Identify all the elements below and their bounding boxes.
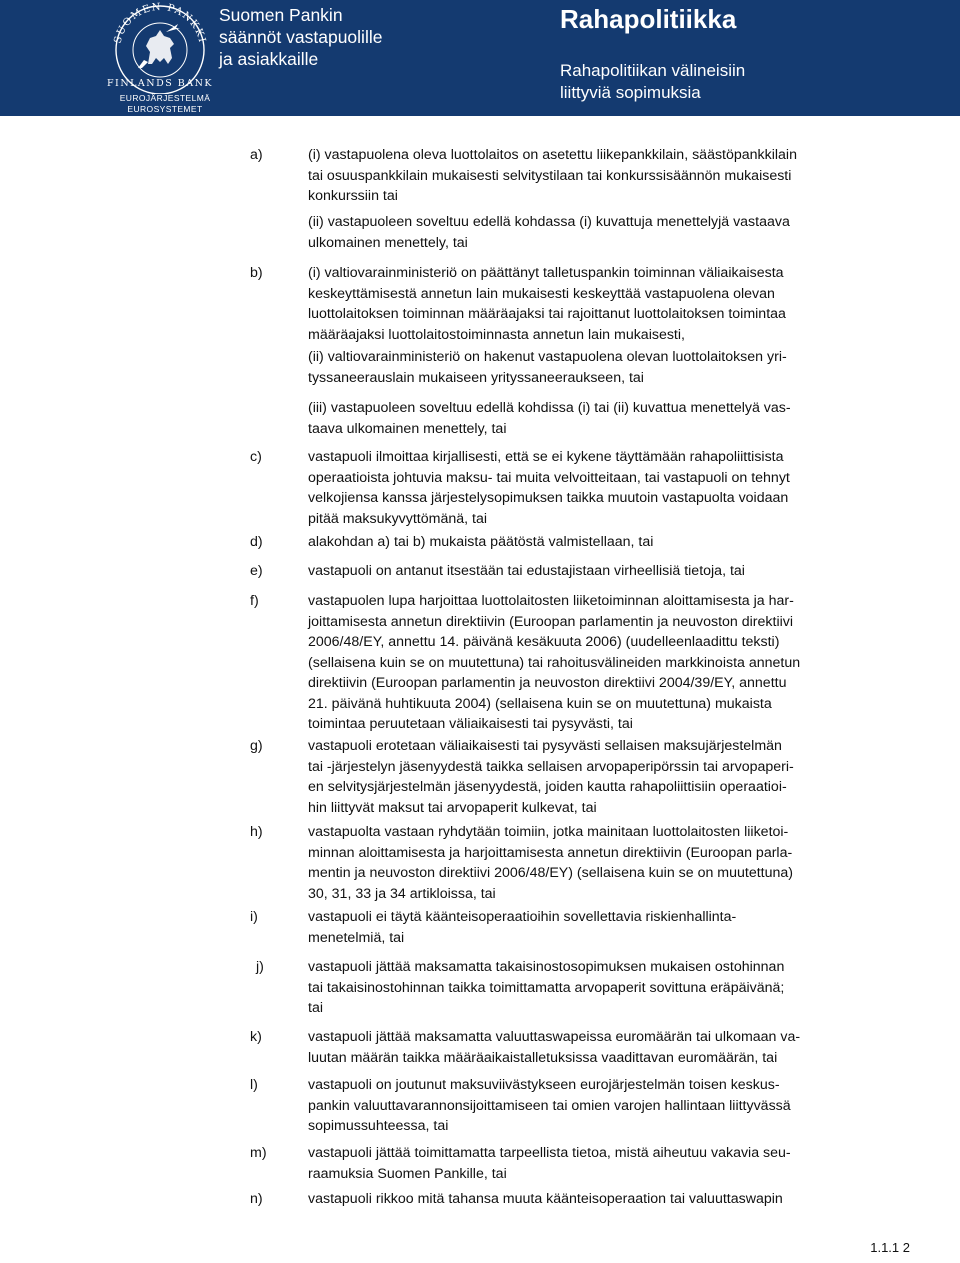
item-text-line: menetelmiä, tai bbox=[308, 929, 405, 946]
item-text bbox=[308, 532, 870, 553]
item-text-line: luottolaitoksen toiminnan määräajaksi tai rajoittanut luottolaitoksen toimintaa bbox=[308, 306, 786, 322]
item-text-line: vastapuoli ei täytä käänteisoperaatioihin sovellettavia riskienhallinta- bbox=[308, 909, 737, 925]
item-text-line: vastapuoli jättää toimittamatta tarpeellista tietoa, mistä aiheutuu vakavia seu- bbox=[308, 1145, 791, 1161]
item-text-line: 2006/48/EY, annettu 14. päivänä kesäkuuta 2006) (uudelleenlaadittu teksti) bbox=[308, 634, 780, 650]
item-text-line: tai bbox=[308, 1000, 323, 1016]
item-text-line: raamuksia Suomen Pankille, tai bbox=[308, 1165, 507, 1182]
eurosystem-line-1: EUROJÄRJESTELMÄ bbox=[119, 93, 211, 103]
item-text-line: 21. päivänä huhtikuuta 2004) (sellaisena kuin se on muutettuna) mukaista bbox=[308, 695, 772, 712]
item-text-line: (sellaisena kuin se on muutettuna) tai rahoitusvälineiden markkinoista annetun bbox=[308, 654, 801, 671]
item-text bbox=[308, 822, 870, 904]
item-text-line: vastapuolta vastaan ryhdytään toimiin, jotka mainitaan luottolaitosten liiketoi- bbox=[308, 824, 789, 840]
item-text bbox=[308, 591, 870, 735]
item-label: k) bbox=[250, 1029, 262, 1045]
item-text-line: 30, 31, 33 ja 34 artikloissa, tai bbox=[308, 885, 496, 902]
seal-text-bottom: FINLANDS BANK bbox=[106, 78, 214, 89]
item-text bbox=[308, 447, 870, 529]
bank-rules-line: säännöt vastapuolille bbox=[219, 27, 383, 47]
section-title: Rahapolitiikka bbox=[560, 4, 737, 34]
item-text-line: minnan aloittamisesta ja harjoittamisesta annetun direktiivin (Euroopan parla- bbox=[308, 844, 793, 861]
item-text bbox=[308, 347, 870, 388]
item-text-line: ulkomainen menettely, tai bbox=[308, 234, 468, 251]
item-text-line: vastapuolen lupa harjoittaa luottolaitosten liiketoiminnan aloittamisesta ja har- bbox=[308, 593, 794, 609]
item-text-line: direktiivin (Euroopan parlamentin ja neuvoston direktiivi 2004/39/EY, annettu bbox=[308, 675, 787, 691]
item-text-line: (i) vastapuolena oleva luottolaitos on asetettu liikepankkilain, säästöpankkilain bbox=[308, 147, 797, 163]
page-header bbox=[0, 0, 960, 116]
item-text bbox=[308, 1143, 870, 1184]
section-subtitle-line: Rahapolitiikan välineisiin bbox=[560, 61, 746, 80]
item-text-line: määräajaksi luottolaitostoiminnasta annetun lain mukaisesti, bbox=[308, 326, 685, 343]
item-label: f) bbox=[250, 593, 259, 609]
item-text bbox=[308, 398, 870, 439]
item-text-line: vastapuoli on antanut itsestään tai edustajistaan virheellisiä tietoja, tai bbox=[308, 563, 745, 579]
item-text-line: vastapuoli erotetaan väliaikaisesti tai pysyvästi sellaisen maksujärjestelmän bbox=[308, 738, 782, 754]
item-label: h) bbox=[250, 824, 263, 840]
item-label: l) bbox=[250, 1077, 258, 1093]
item-text bbox=[308, 1075, 870, 1137]
item-text-line: vastapuoli rikkoo mitä tahansa muuta käänteisoperaation tai valuuttaswapin bbox=[308, 1191, 783, 1207]
item-text-line: vastapuoli ilmoittaa kirjallisesti, että se ei kykene täyttämään rahapoliittisista bbox=[308, 449, 784, 465]
item-text-line: vastapuoli on joutunut maksuviivästykseen eurojärjestelmän toisen keskus- bbox=[308, 1077, 780, 1093]
item-text-line: velkojiensa kanssa järjestelysopimuksen taikka muutoin vastapuolta voidaan bbox=[308, 490, 789, 506]
item-text-line: mentin ja neuvoston direktiivi 2006/48/EY) (sellaisena kuin se on muutettuna) bbox=[308, 865, 794, 881]
item-label: c) bbox=[250, 449, 262, 465]
item-text bbox=[308, 957, 870, 1019]
item-label: i) bbox=[250, 909, 258, 925]
item-text-line: tai -järjestelyn jäsenyydestä taikka sellaisen arvopaperipörssin tai arvopaperi- bbox=[308, 758, 794, 775]
item-text-line: pitää maksukyvyttömänä, tai bbox=[308, 510, 487, 527]
item-label: d) bbox=[250, 534, 263, 550]
item-text-line: tai takaisinostohinnan taikka toimittamatta arvopaperit sovittuna eräpäivänä; bbox=[308, 979, 785, 996]
item-text-line: alakohdan a) tai b) mukaista päätöstä valmistellaan, tai bbox=[308, 534, 654, 550]
section-subtitle bbox=[560, 60, 745, 104]
item-label: b) bbox=[250, 265, 263, 281]
item-text bbox=[308, 263, 870, 345]
item-label: j) bbox=[256, 959, 264, 975]
item-text-line: (i) valtiovarainministeriö on päättänyt talletuspankin toiminnan väliaikaisesta bbox=[308, 265, 784, 281]
bank-rules-title bbox=[219, 4, 382, 70]
eurosystem-line-2: EUROSYSTEMET bbox=[127, 104, 203, 114]
bank-rules-line: Suomen Pankin bbox=[219, 5, 343, 25]
item-text-line: (ii) vastapuoleen soveltuu edellä kohdassa (i) kuvattuja menettelyjä vastaava bbox=[308, 214, 790, 230]
item-text-line: joittamisesta annetun direktiivin (Euroopan parlamentin ja neuvoston direktiivi bbox=[308, 613, 794, 630]
item-text-line: luutan määrän taikka määräaikaistalletuksissa vaadittavan euromäärän, tai bbox=[308, 1049, 778, 1066]
item-label: a) bbox=[250, 147, 263, 163]
bank-rules-line: ja asiakkaille bbox=[219, 49, 319, 69]
item-text-line: konkurssiin tai bbox=[308, 188, 398, 204]
item-text-line: vastapuoli jättää maksamatta takaisinostosopimuksen mukaisen ostohinnan bbox=[308, 959, 785, 975]
item-label: m) bbox=[250, 1145, 267, 1161]
item-text bbox=[308, 212, 870, 253]
item-text-line: en selvitysjärjestelmän jäsenyydestä, joiden kautta rahapoliittisiin operaatioi- bbox=[308, 779, 787, 795]
item-text-line: (iii) vastapuoleen soveltuu edellä kohdissa (i) tai (ii) kuvattua menettelyä vas- bbox=[308, 400, 791, 416]
item-label: n) bbox=[250, 1191, 263, 1207]
item-text-line: vastapuoli jättää maksamatta valuuttaswapeissa euromäärän tai ulkomaan va- bbox=[308, 1029, 801, 1045]
item-text-line: hin liittyvät maksut tai arvopaperit kulkevat, tai bbox=[308, 799, 597, 816]
item-text-line: tyssaneerauslain mukaiseen yrityssaneeraukseen, tai bbox=[308, 369, 644, 386]
item-text bbox=[308, 1189, 870, 1210]
item-text-line: tai osuuspankkilain mukaisesti selvitystilaan tai konkurssisäännön mukaisesti bbox=[308, 167, 792, 184]
item-text bbox=[308, 736, 870, 818]
item-text-line: taava ulkomainen menettely, tai bbox=[308, 420, 507, 437]
item-text bbox=[308, 561, 870, 582]
item-text bbox=[308, 907, 870, 948]
item-label: e) bbox=[250, 563, 263, 579]
item-text-line: toimintaa peruutetaan väliaikaisesti tai pysyvästi, tai bbox=[308, 716, 633, 732]
item-text-line: (ii) valtiovarainministeriö on hakenut vastapuolena olevan luottolaitoksen yri- bbox=[308, 349, 787, 365]
item-text-line: pankin valuuttavarannonsijoittamiseen tai omien varojen hallintaan liittyvässä bbox=[308, 1097, 791, 1114]
item-text-line: keskeyttämisestä annetun lain mukaisesti keskeyttää vastapuolena olevan bbox=[308, 285, 775, 302]
item-label: g) bbox=[250, 738, 263, 754]
page-number: 1.1.1 2 bbox=[870, 1240, 910, 1255]
item-text-line: sopimussuhteessa, tai bbox=[308, 1118, 449, 1134]
item-text-line: operaatioista johtuvia maksu- tai muita velvoitteitaan, tai vastapuoli on tehnyt bbox=[308, 469, 790, 486]
seal-text-top: SUOMEN PANKKI bbox=[112, 2, 208, 45]
item-text bbox=[308, 145, 870, 207]
item-text bbox=[308, 1027, 870, 1068]
section-subtitle-line: liittyviä sopimuksia bbox=[560, 83, 701, 102]
